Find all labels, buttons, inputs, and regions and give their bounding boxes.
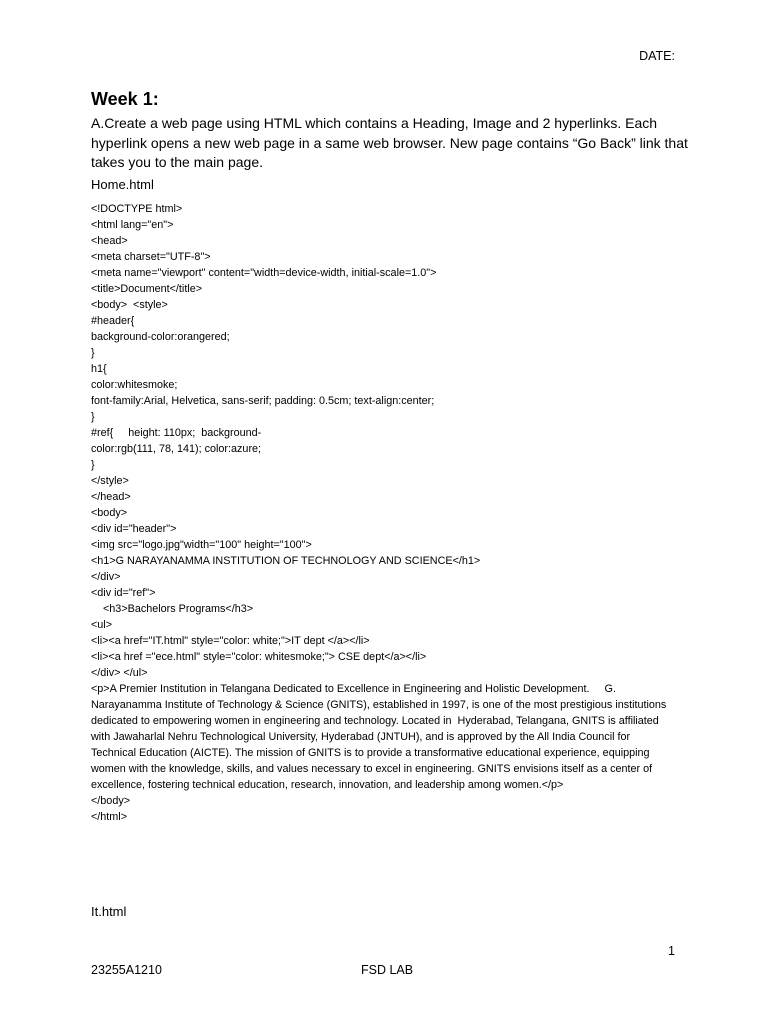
code-line: background-color:orangered; [91, 331, 230, 343]
task-description: A.Create a web page using HTML which contains a Heading, Image and 2 hyperlinks. Each hyperlink opens a new web page in a same web browser. New page contains “Go Back” link that takes you to the main page. [91, 115, 688, 170]
code-line: <meta charset="UTF-8"> [91, 251, 211, 263]
code-line: <ul> [91, 619, 113, 631]
home-file-label: Home.html [91, 177, 154, 192]
code-line: </style> [91, 475, 129, 487]
code-listing [91, 201, 676, 825]
code-line: <li><a href ="ece.html" style="color: whitesmoke;"> CSE dept</a></li> [91, 651, 427, 663]
code-line: #header{ [91, 315, 135, 327]
code-line: } [91, 347, 95, 359]
page-number: 1 [668, 944, 675, 958]
code-line: } [91, 411, 95, 423]
code-line: </head> [91, 491, 131, 503]
date-label: DATE: [639, 49, 675, 63]
code-line: <body> [91, 507, 128, 519]
week-title: Week 1: [91, 89, 159, 109]
lab-name: FSD LAB [361, 963, 414, 977]
code-line: <li><a href="IT.html" style="color: white;">IT dept </a></li> [91, 635, 370, 647]
code-line: </body> [91, 795, 131, 807]
code-line: } [91, 459, 95, 471]
code-line: <meta name="viewport" content="width=device-width, initial-scale=1.0"> [91, 267, 437, 279]
code-line: </div> </ul> [91, 667, 148, 679]
code-line: h1{ [91, 363, 107, 375]
code-line: <title>Document</title> [91, 283, 203, 295]
code-line: <p>A Premier Institution in Telangana Dedicated to Excellence in Engineering and Holistic Development. G. Narayanamma Institute of Technology & Science (GNITS), established in 1997, is one of the most prestigious institutions dedicated to empowering women in engineering and technology. Located in Hyderabad, Telangana, GNITS is affiliated with Jawaharlal Nehru Technological University, Hyderabad (JNTUH), and is approved by the All India Council for Technical Education (AICTE). The mission of GNITS is to provide a transformative educational experience, equipping women with the knowledge, skills, and values necessary to excel in engineering. GNITS envisions itself as a center of excellence, fostering technical education, research, innovation, and leadership among women.</p> [91, 683, 670, 791]
code-line: #ref{ height: 110px; background- [91, 427, 262, 439]
code-line: color:whitesmoke; [91, 379, 178, 391]
code-line: <html lang="en"> [91, 219, 174, 231]
code-line: font-family:Arial, Helvetica, sans-serif; padding: 0.5cm; text-align:center; [91, 395, 435, 407]
code-line: <h1>G NARAYANAMMA INSTITUTION OF TECHNOLOGY AND SCIENCE</h1> [91, 555, 481, 567]
it-file-label: It.html [91, 904, 127, 919]
code-line: <!DOCTYPE html> [91, 203, 183, 215]
code-line: <h3>Bachelors Programs</h3> [91, 603, 254, 615]
code-line: <img src="logo.jpg"width="100" height="100"> [91, 539, 312, 551]
code-line: <body> <style> [91, 299, 168, 311]
code-line: <head> [91, 235, 128, 247]
code-line: color:rgb(111, 78, 141); color:azure; [91, 443, 262, 455]
code-line: </html> [91, 811, 128, 823]
code-line: <div id="ref"> [91, 587, 156, 599]
code-line: <div id="header"> [91, 523, 177, 535]
student-id: 23255A1210 [91, 963, 162, 977]
code-line: </div> [91, 571, 121, 583]
